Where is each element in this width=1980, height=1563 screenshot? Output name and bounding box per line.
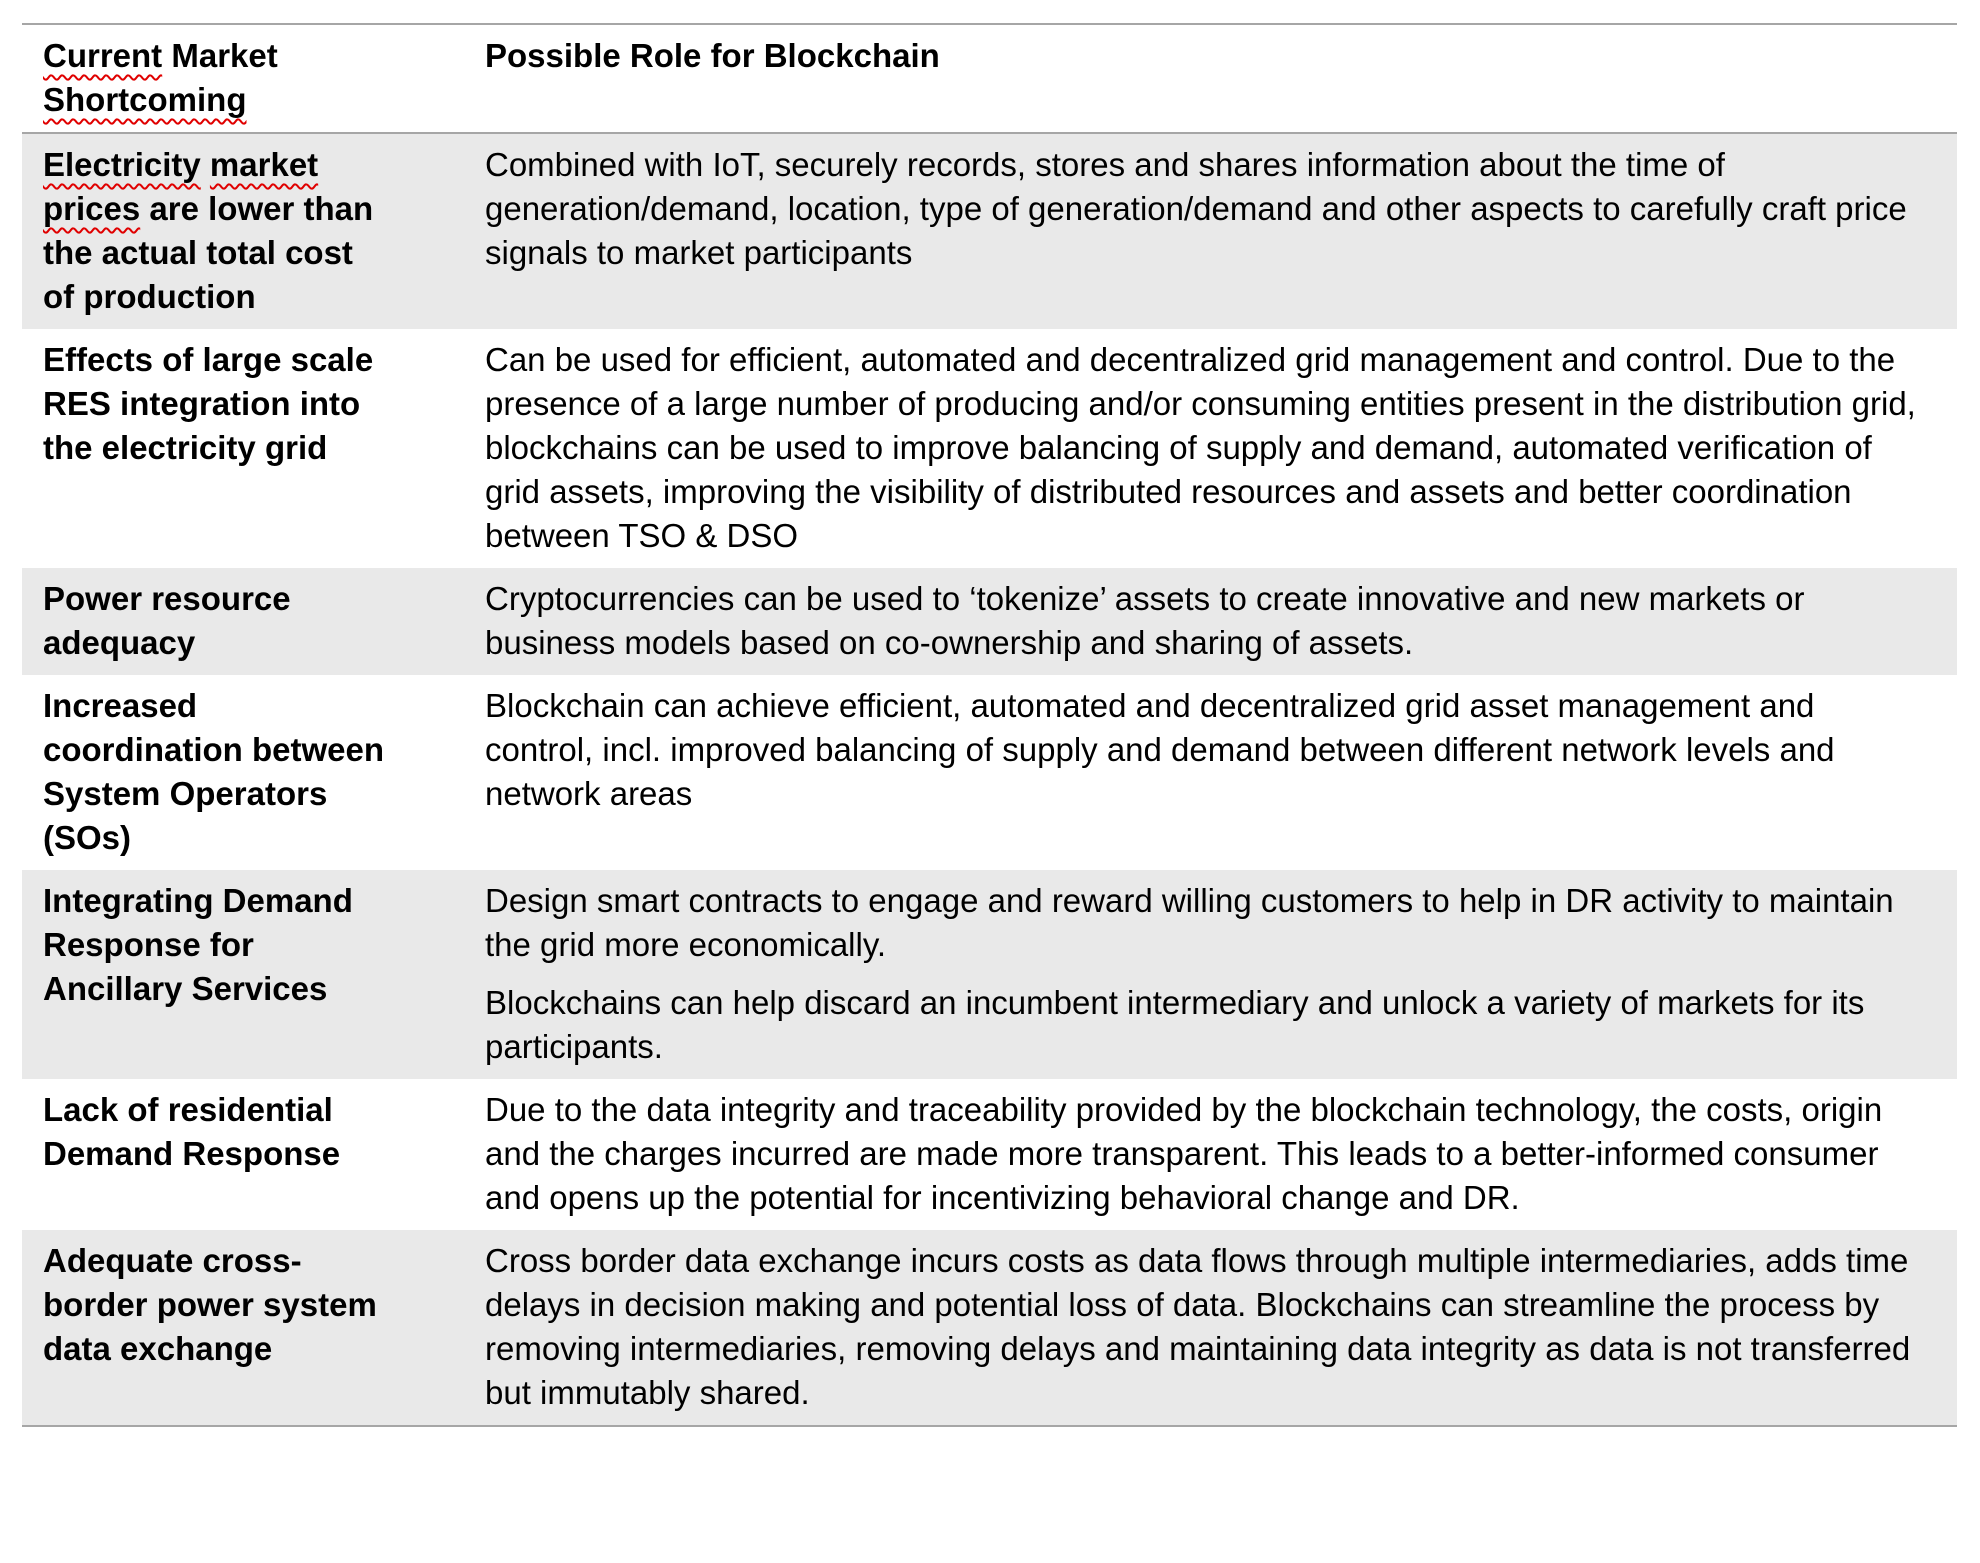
shortcoming-cell: Integrating Demand Response for Ancillary Services [43, 882, 353, 1007]
table-row [22, 1079, 1957, 1230]
role-paragraph: Design smart contracts to engage and reward willing customers to help in DR activity to maintain the grid more economically. [485, 882, 1894, 963]
table-row [22, 1230, 1957, 1425]
role-paragraph: Cryptocurrencies can be used to ‘tokenize’ assets to create innovative and new markets or business models based on co-ownership and sharing of assets. [485, 580, 1805, 661]
misspelled-word: Current [43, 37, 163, 74]
role-cell [482, 329, 1957, 568]
role-paragraph: Cross border data exchange incurs costs as data flows through multiple intermediaries, adds time delays in decision making and potential loss of data. Blockchains can streamline the process by removing intermediaries, removing delays and maintaining data integrity as data is not transferred but immutably shared. [485, 1242, 1911, 1411]
table-body [22, 134, 1957, 1425]
table-row [22, 134, 1957, 329]
role-cell [482, 675, 1957, 870]
shortcoming-cell: Lack of residential Demand Response [43, 1091, 341, 1172]
misspelled-word: prices [43, 190, 141, 227]
role-cell [482, 870, 1957, 1079]
misspelled-word: Electricity [43, 146, 201, 183]
misspelled-word: Shortcoming [43, 81, 247, 118]
role-paragraph: Due to the data integrity and traceability provided by the blockchain technology, the costs, origin and the charges incurred are made more transparent. This leads to a better-informed consumer and opens up the potential for incentivizing behavioral change and DR. [485, 1091, 1883, 1216]
blockchain-roles-table [22, 23, 1957, 1427]
table-row [22, 675, 1957, 870]
misspelled-word: market [209, 146, 319, 183]
table-row [22, 329, 1957, 568]
table-row [22, 568, 1957, 675]
shortcoming-cell: Effects of large scale RES integration into the electricity grid [43, 341, 374, 466]
role-cell [482, 1230, 1957, 1425]
role-cell [482, 134, 1957, 329]
shortcoming-cell: Adequate cross- border power system data exchange [43, 1242, 377, 1367]
role-paragraph: Blockchains can help discard an incumbent intermediary and unlock a variety of markets for its participants. [485, 984, 1865, 1065]
table-header-row [22, 25, 1957, 134]
header-current-market-shortcoming: Current Market Shortcoming [43, 37, 278, 118]
role-paragraph: Combined with IoT, securely records, stores and shares information about the time of generation/demand, location, type of generation/demand and other aspects to carefully craft price signals to market participants [485, 146, 1907, 271]
role-cell [482, 1079, 1957, 1230]
role-cell [482, 568, 1957, 675]
shortcoming-cell: Electricity market prices are lower than the actual total cost of production [43, 146, 374, 315]
table-row [22, 870, 1957, 1079]
role-paragraph: Can be used for efficient, automated and decentralized grid management and control. Due to the presence of a large number of producing and/or consuming entities present in the distribution grid, blockchains can be used to improve balancing of supply and demand, automated verification of grid assets, improving the visibility of distributed resources and assets and better coordination between TSO & DSO [485, 341, 1916, 554]
role-paragraph: Blockchain can achieve efficient, automated and decentralized grid asset management and control, incl. improved balancing of supply and demand between different network levels and network areas [485, 687, 1835, 812]
header-possible-role-for-blockchain: Possible Role for Blockchain [485, 37, 940, 74]
shortcoming-cell: Power resource adequacy [43, 580, 291, 661]
shortcoming-cell: Increased coordination between System Operators (SOs) [43, 687, 385, 856]
